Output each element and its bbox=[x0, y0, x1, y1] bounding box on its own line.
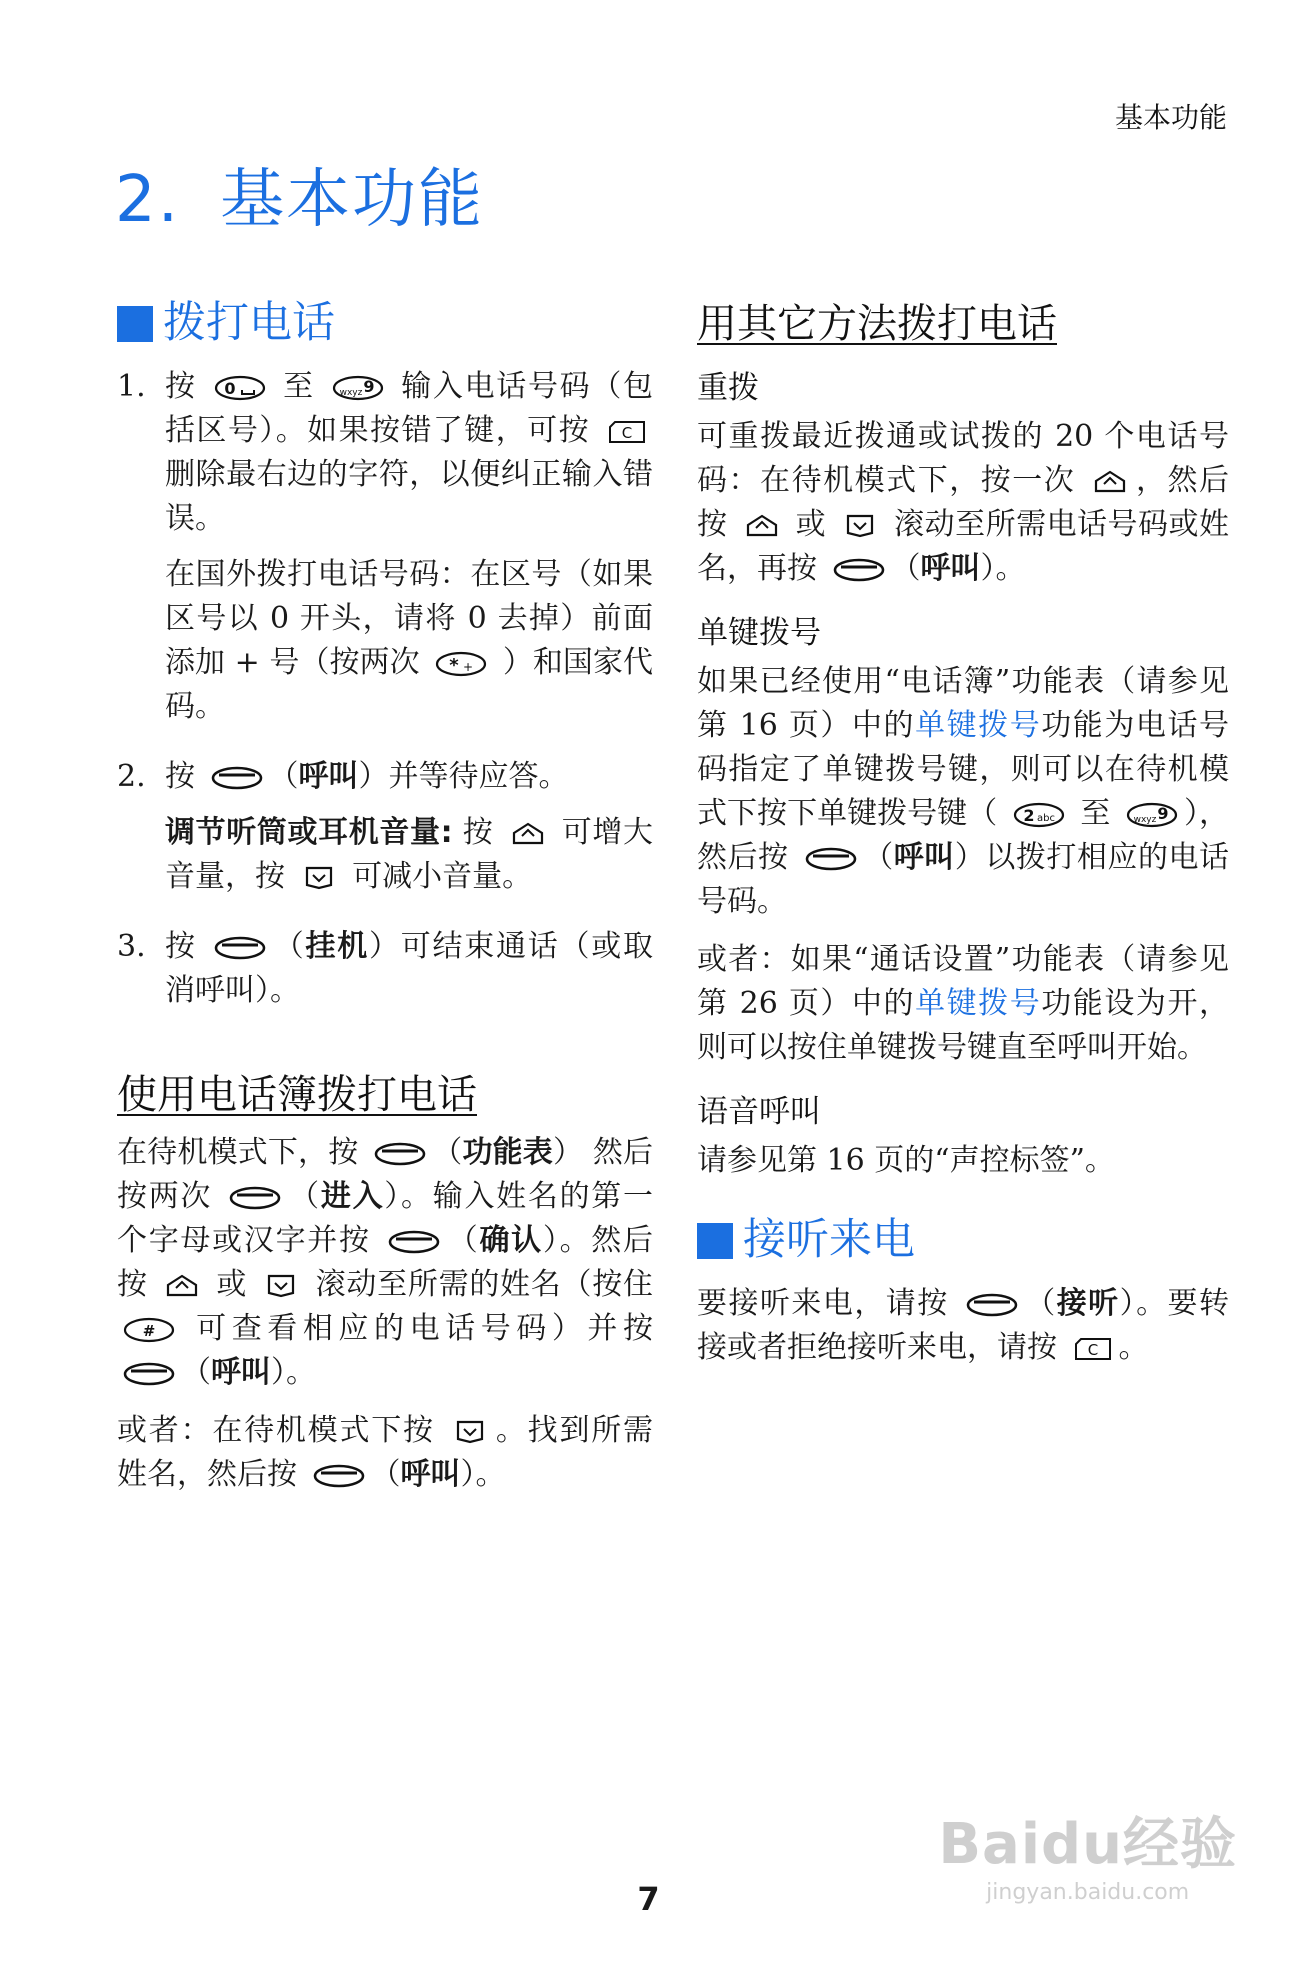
section-square-icon bbox=[697, 1223, 733, 1259]
chapter-title-text: 基本功能 bbox=[220, 163, 485, 237]
call-key-icon bbox=[374, 1142, 426, 1166]
scroll-down-key-icon bbox=[263, 1273, 299, 1299]
paragraph: 如果已经使用“电话簿”功能表（请参见第 16 页）中的单键拨号功能为电话号码指定了单键拨号键，则可以在待机模式下按下单键拨号键（ 至 ），然后按 （呼叫）以拨打相应的电话号码。 bbox=[697, 664, 1230, 919]
scroll-up-key-icon bbox=[164, 1273, 200, 1299]
subheading-speed-dial: 单键拨号 bbox=[697, 615, 821, 651]
call-key-icon bbox=[211, 766, 263, 790]
paragraph: 可重拨最近拨通或试拨的 20 个电话号码：在待机模式下，按一次 ，然后按 或 滚动至所需电话号码或姓名，再按 （呼叫）。 bbox=[697, 419, 1230, 586]
section-heading-text: 拨打电话 bbox=[163, 298, 335, 348]
call-key-icon bbox=[123, 1362, 175, 1386]
list-item bbox=[117, 365, 653, 741]
volume-label: 调节听筒或耳机音量: bbox=[165, 815, 453, 850]
paragraph: 按 （挂机）可结束通话（或取消呼叫）。 bbox=[165, 929, 654, 1008]
paragraph: 要接听来电，请按 （接听）。要转接或者拒绝接听来电，请按 。 bbox=[697, 1286, 1230, 1365]
call-key-icon bbox=[229, 1186, 281, 1210]
paragraph: 按 （呼叫）并等待应答。 bbox=[165, 759, 569, 794]
subheading-redial: 重拨 bbox=[697, 370, 759, 406]
running-header: 基本功能 bbox=[1114, 101, 1227, 134]
scroll-up-key-icon bbox=[744, 513, 780, 539]
section-heading-phonebook: 使用电话簿拨打电话 bbox=[117, 1072, 477, 1118]
section-square-icon bbox=[117, 306, 153, 342]
clear-key-icon bbox=[607, 419, 647, 445]
call-key-icon bbox=[805, 847, 857, 871]
scroll-up-key-icon bbox=[510, 821, 546, 847]
list-number: 3. bbox=[117, 929, 146, 964]
page-number: 7 bbox=[637, 1880, 660, 1918]
paragraph: 调节听筒或耳机音量: 按 可增大音量，按 可减小音量。 bbox=[165, 815, 654, 894]
section-heading-answer bbox=[697, 1215, 1229, 1265]
chapter-number: 2. bbox=[115, 163, 181, 237]
right-column bbox=[697, 290, 1229, 1384]
section-heading-other-methods: 用其它方法拨打电话 bbox=[697, 301, 1057, 347]
scroll-up-key-icon bbox=[1092, 469, 1128, 495]
key-9-icon bbox=[1126, 802, 1178, 828]
scroll-down-key-icon bbox=[301, 865, 337, 891]
list-item bbox=[117, 925, 653, 1025]
paragraph: 或者：在待机模式下按 。找到所需姓名，然后按 （呼叫）。 bbox=[117, 1413, 654, 1492]
list-number: 1. bbox=[117, 369, 146, 404]
baidu-watermark: Baidu经验 jingyan.baidu.com bbox=[938, 1812, 1237, 1905]
list-item bbox=[117, 755, 653, 911]
paragraph: 在待机模式下，按 （功能表） 然后按两次 （进入）。输入姓名的第一个字母或汉字并按 （确认）。然后按 或 滚动至所需的姓名（按住 可查看相应的电话号码）并按 （呼叫）。 bbox=[117, 1135, 654, 1390]
left-column bbox=[117, 290, 653, 1511]
speed-dial-link[interactable]: 单键拨号 bbox=[915, 986, 1042, 1021]
scroll-down-key-icon bbox=[452, 1419, 488, 1445]
speed-dial-link[interactable]: 单键拨号 bbox=[915, 708, 1042, 743]
paragraph: 请参见第 16 页的“声控标签”。 bbox=[697, 1143, 1115, 1178]
call-key-icon bbox=[388, 1230, 440, 1254]
key-0-icon bbox=[214, 375, 266, 401]
scroll-down-key-icon bbox=[842, 513, 878, 539]
paragraph: 或者：如果“通话设置”功能表（请参见第 26 页）中的单键拨号功能设为开，则可以按住单键拨号键直至呼叫开始。 bbox=[697, 942, 1229, 1065]
subheading-voice-call: 语音呼叫 bbox=[697, 1094, 821, 1130]
call-key-icon bbox=[833, 558, 885, 582]
call-key-icon bbox=[966, 1293, 1018, 1317]
paragraph: 在国外拨打电话号码：在区号（如果区号以 0 开头，请将 0 去掉）前面添加 + 号（按两次 ）和国家代码。 bbox=[165, 557, 653, 724]
clear-key-icon bbox=[1073, 1336, 1113, 1362]
key-9-icon bbox=[332, 375, 384, 401]
paragraph: 按 至 输入电话号码（包括区号）。如果按错了键，可按 删除最右边的字符，以便纠正输入错误。 bbox=[165, 369, 653, 536]
key-2-icon bbox=[1013, 802, 1065, 828]
call-key-icon bbox=[313, 1464, 365, 1488]
section-heading-text: 接听来电 bbox=[743, 1215, 915, 1265]
call-key-icon bbox=[214, 936, 266, 960]
list-number: 2. bbox=[117, 759, 146, 794]
star-key-icon bbox=[435, 651, 487, 677]
section-heading-dialing bbox=[117, 298, 653, 348]
hash-key-icon bbox=[123, 1317, 175, 1343]
chapter-title bbox=[115, 148, 484, 240]
